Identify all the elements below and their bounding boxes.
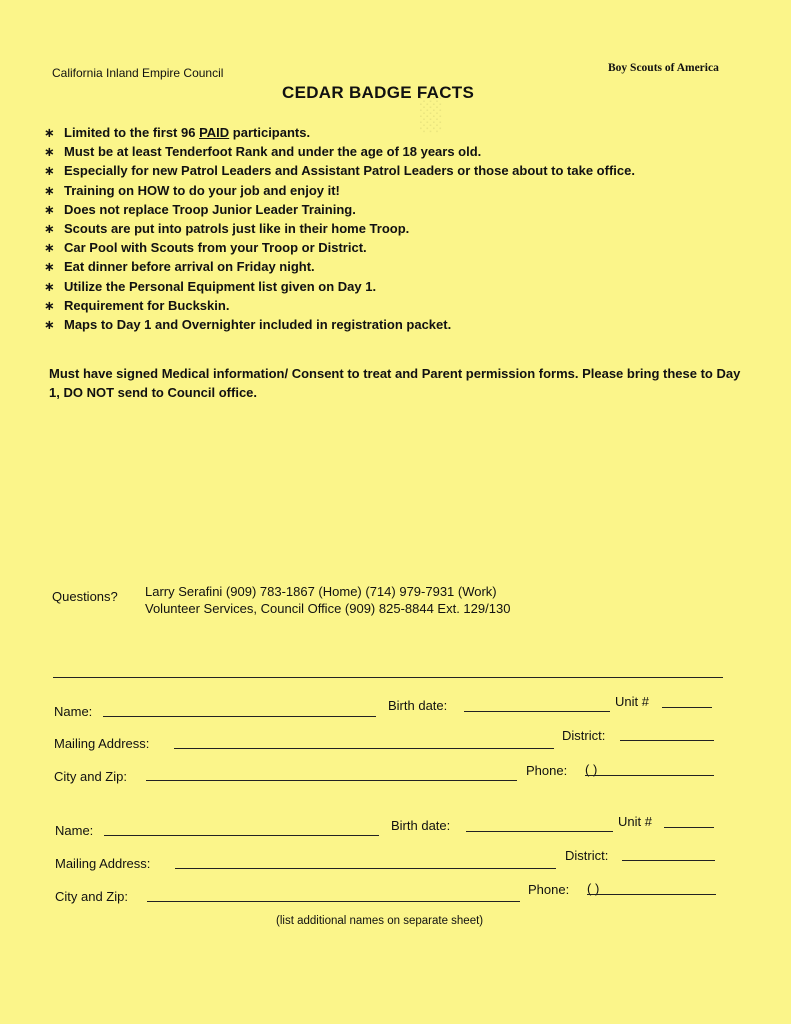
fact-item (44, 315, 724, 334)
birth-date-label: Birth date: (388, 698, 448, 713)
fact-item (44, 181, 724, 200)
fact-item (44, 142, 724, 161)
page-title: CEDAR BADGE FACTS (282, 83, 475, 102)
fact-text-end: participants. (229, 125, 311, 140)
additional-names-note: (list additional names on separate sheet) (276, 915, 484, 927)
phone-label: Phone: (528, 882, 570, 897)
fact-emphasis: PAID (199, 125, 230, 140)
unit-field[interactable] (662, 707, 712, 708)
unit-label: Unit # (618, 814, 652, 829)
fact-text: Car Pool with Scouts from your Troop or District. (64, 240, 367, 256)
fact-text: Training on HOW to do your job and enjoy it! (64, 182, 340, 198)
mailing-address-label: Mailing Address: (55, 856, 151, 871)
fact-text: Requirement for Buckskin. (64, 297, 230, 313)
city-zip-field[interactable] (146, 780, 517, 781)
fact-text: Eat dinner before arrival on Friday night. (64, 259, 315, 275)
fact-text: Must be at least Tenderfoot Rank and under the age of 18 years old. (64, 144, 482, 160)
council-name: California Inland Empire Council (52, 66, 224, 80)
birth-date-field[interactable] (466, 831, 613, 832)
fact-item (44, 161, 724, 180)
fact-text: Limited to the first 96 (64, 125, 200, 140)
fact-item (44, 277, 724, 296)
fact-item (44, 200, 724, 219)
mailing-address-label: Mailing Address: (54, 736, 150, 751)
fact-item (44, 257, 724, 276)
mailing-address-field[interactable] (174, 748, 554, 749)
fact-text: Utilize the Personal Equipment list given on Day 1. (64, 278, 377, 294)
name-label: Name: (55, 823, 94, 838)
fact-item (44, 123, 724, 142)
mailing-address-field[interactable] (175, 868, 556, 869)
fact-item (44, 219, 724, 238)
phone-field[interactable] (587, 894, 716, 895)
district-label: District: (562, 728, 606, 743)
fact-text: Especially for new Patrol Leaders and Assistant Patrol Leaders or those about to take office. (64, 163, 635, 179)
birth-date-field[interactable] (464, 711, 610, 712)
city-zip-label: City and Zip: (54, 769, 127, 784)
phone-label: Phone: (526, 763, 568, 778)
fact-item (44, 296, 724, 315)
phone-area-code: ( ) (585, 762, 598, 777)
city-zip-field[interactable] (147, 901, 520, 902)
name-label: Name: (54, 704, 93, 719)
birth-date-label: Birth date: (391, 818, 451, 833)
name-field[interactable] (103, 716, 376, 717)
district-field[interactable] (622, 860, 715, 861)
fact-text: Maps to Day 1 and Overnighter included in registration packet. (64, 317, 452, 333)
contact-primary: Larry Serafini (909) 783-1867 (Home) (714) 979-7931 (Work) (145, 584, 497, 599)
organization-name: Boy Scouts of America (608, 62, 719, 74)
unit-field[interactable] (664, 827, 714, 828)
section-divider (53, 677, 723, 678)
phone-field[interactable] (585, 775, 714, 776)
phone-area-code: ( ) (587, 881, 600, 896)
facts-list (44, 123, 724, 334)
fact-text: Scouts are put into patrols just like in their home Troop. (64, 221, 410, 237)
unit-label: Unit # (615, 694, 649, 709)
city-zip-label: City and Zip: (55, 889, 128, 904)
district-label: District: (565, 848, 609, 863)
name-field[interactable] (104, 835, 379, 836)
bleed-through-decoration: ░ (420, 95, 443, 131)
district-field[interactable] (620, 740, 714, 741)
fact-text: Does not replace Troop Junior Leader Training. (64, 201, 356, 217)
medical-forms-notice: Must have signed Medical information/ Consent to treat and Parent permission forms. Please bring these to Day 1, DO NOT send to Council office. (49, 366, 741, 400)
questions-label: Questions? (52, 589, 118, 604)
fact-item (44, 238, 724, 257)
contact-council-office: Volunteer Services, Council Office (909) 825-8844 Ext. 129/130 (145, 601, 511, 616)
